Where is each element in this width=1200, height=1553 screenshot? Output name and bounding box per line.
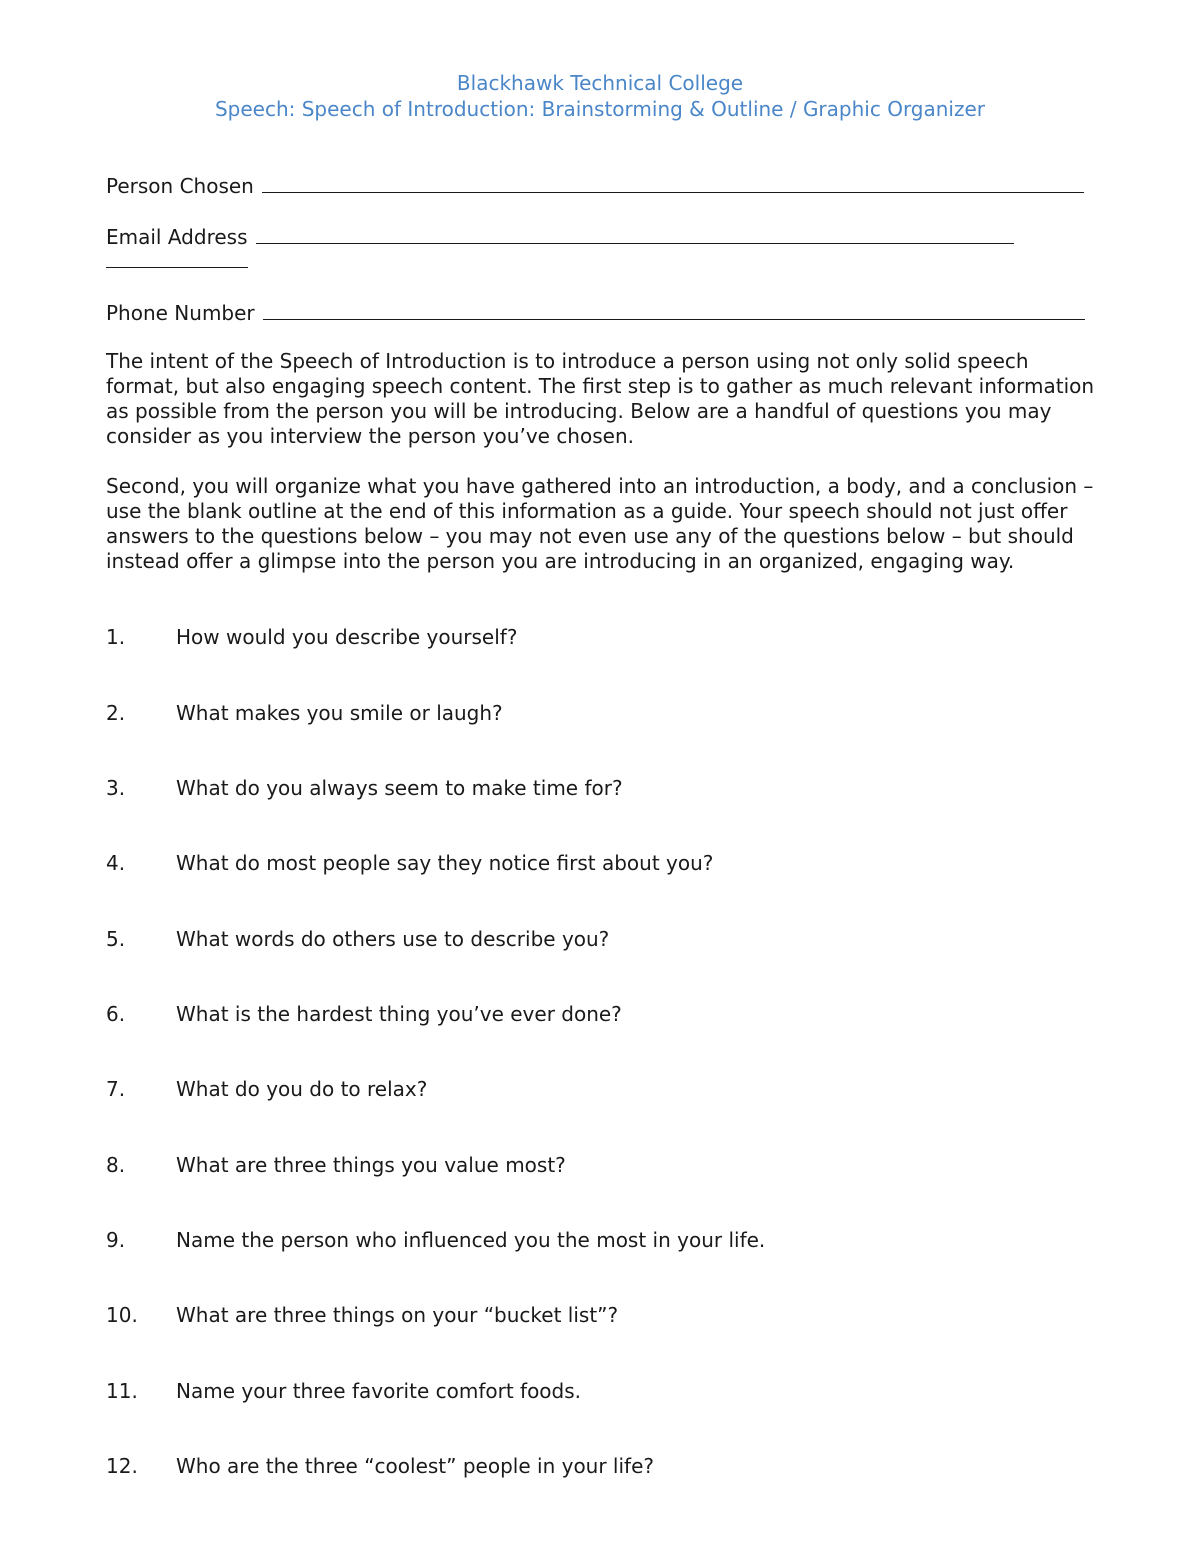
college-title: Blackhawk Technical College <box>456 71 744 95</box>
question-text: What makes you smile or laugh? <box>176 701 503 725</box>
document-header <box>0 70 1200 122</box>
question-number: 3. <box>106 776 126 800</box>
question-number: 2. <box>106 701 126 725</box>
question-item <box>106 700 503 726</box>
person-chosen-blank <box>262 170 1084 193</box>
question-number: 8. <box>106 1153 126 1177</box>
question-text: What do you do to relax? <box>176 1077 428 1101</box>
phone-number-label: Phone Number <box>106 301 255 325</box>
person-chosen-label: Person Chosen <box>106 174 254 198</box>
question-item <box>106 926 609 952</box>
document-subtitle: Speech: Speech of Introduction: Brainstorming & Outline / Graphic Organizer <box>214 97 986 121</box>
question-number: 5. <box>106 927 126 951</box>
question-item <box>106 1227 765 1253</box>
question-text: What is the hardest thing you’ve ever done? <box>176 1002 622 1026</box>
phone-number-blank <box>263 297 1085 320</box>
email-address-field <box>106 221 1014 250</box>
question-text: Who are the three “coolest” people in your life? <box>176 1454 655 1478</box>
question-item <box>106 775 623 801</box>
question-number: 4. <box>106 851 126 875</box>
question-item <box>106 1302 618 1328</box>
question-text: What do you always seem to make time for? <box>176 776 623 800</box>
question-item <box>106 624 517 650</box>
phone-number-field <box>106 297 1085 326</box>
question-item <box>106 1453 654 1479</box>
instructions-paragraph: Second, you will organize what you have gathered into an introduction, a body, and a conclusion – use the blank outline at the end of this information as a guide. Your speech should not just offer answers to the questions below – you may not even use any of the questions below – but should instead offer a glimpse into the person you are introducing in an organized, engaging way. <box>106 474 1094 573</box>
question-item <box>106 850 713 876</box>
question-item <box>106 1378 581 1404</box>
question-number: 9. <box>106 1228 126 1252</box>
question-text: Name your three favorite comfort foods. <box>176 1379 582 1403</box>
question-item <box>106 1076 427 1102</box>
question-text: How would you describe yourself? <box>176 625 518 649</box>
email-address-blank <box>256 221 1014 244</box>
question-text: What are three things on your “bucket list”? <box>176 1303 619 1327</box>
question-text: What do most people say they notice first about you? <box>176 851 714 875</box>
person-chosen-field <box>106 170 1084 199</box>
intro-paragraph: The intent of the Speech of Introduction is to introduce a person using not only solid speech format, but also engaging speech content. The first step is to gather as much relevant information as possible from the person you will be introducing. Below are a handful of questions you may consider as you interview the person you’ve chosen. <box>106 349 1095 448</box>
question-item <box>106 1152 566 1178</box>
question-text: Name the person who influenced you the most in your life. <box>176 1228 766 1252</box>
question-number: 6. <box>106 1002 126 1026</box>
question-text: What are three things you value most? <box>176 1153 566 1177</box>
question-number: 1. <box>106 625 126 649</box>
question-text: What words do others use to describe you? <box>176 927 610 951</box>
question-item <box>106 1001 622 1027</box>
question-number: 11. <box>106 1379 138 1403</box>
question-number: 10. <box>106 1303 138 1327</box>
question-number: 7. <box>106 1077 126 1101</box>
question-number: 12. <box>106 1454 138 1478</box>
email-address-blank-continued <box>106 267 248 268</box>
email-address-label: Email Address <box>106 225 248 249</box>
